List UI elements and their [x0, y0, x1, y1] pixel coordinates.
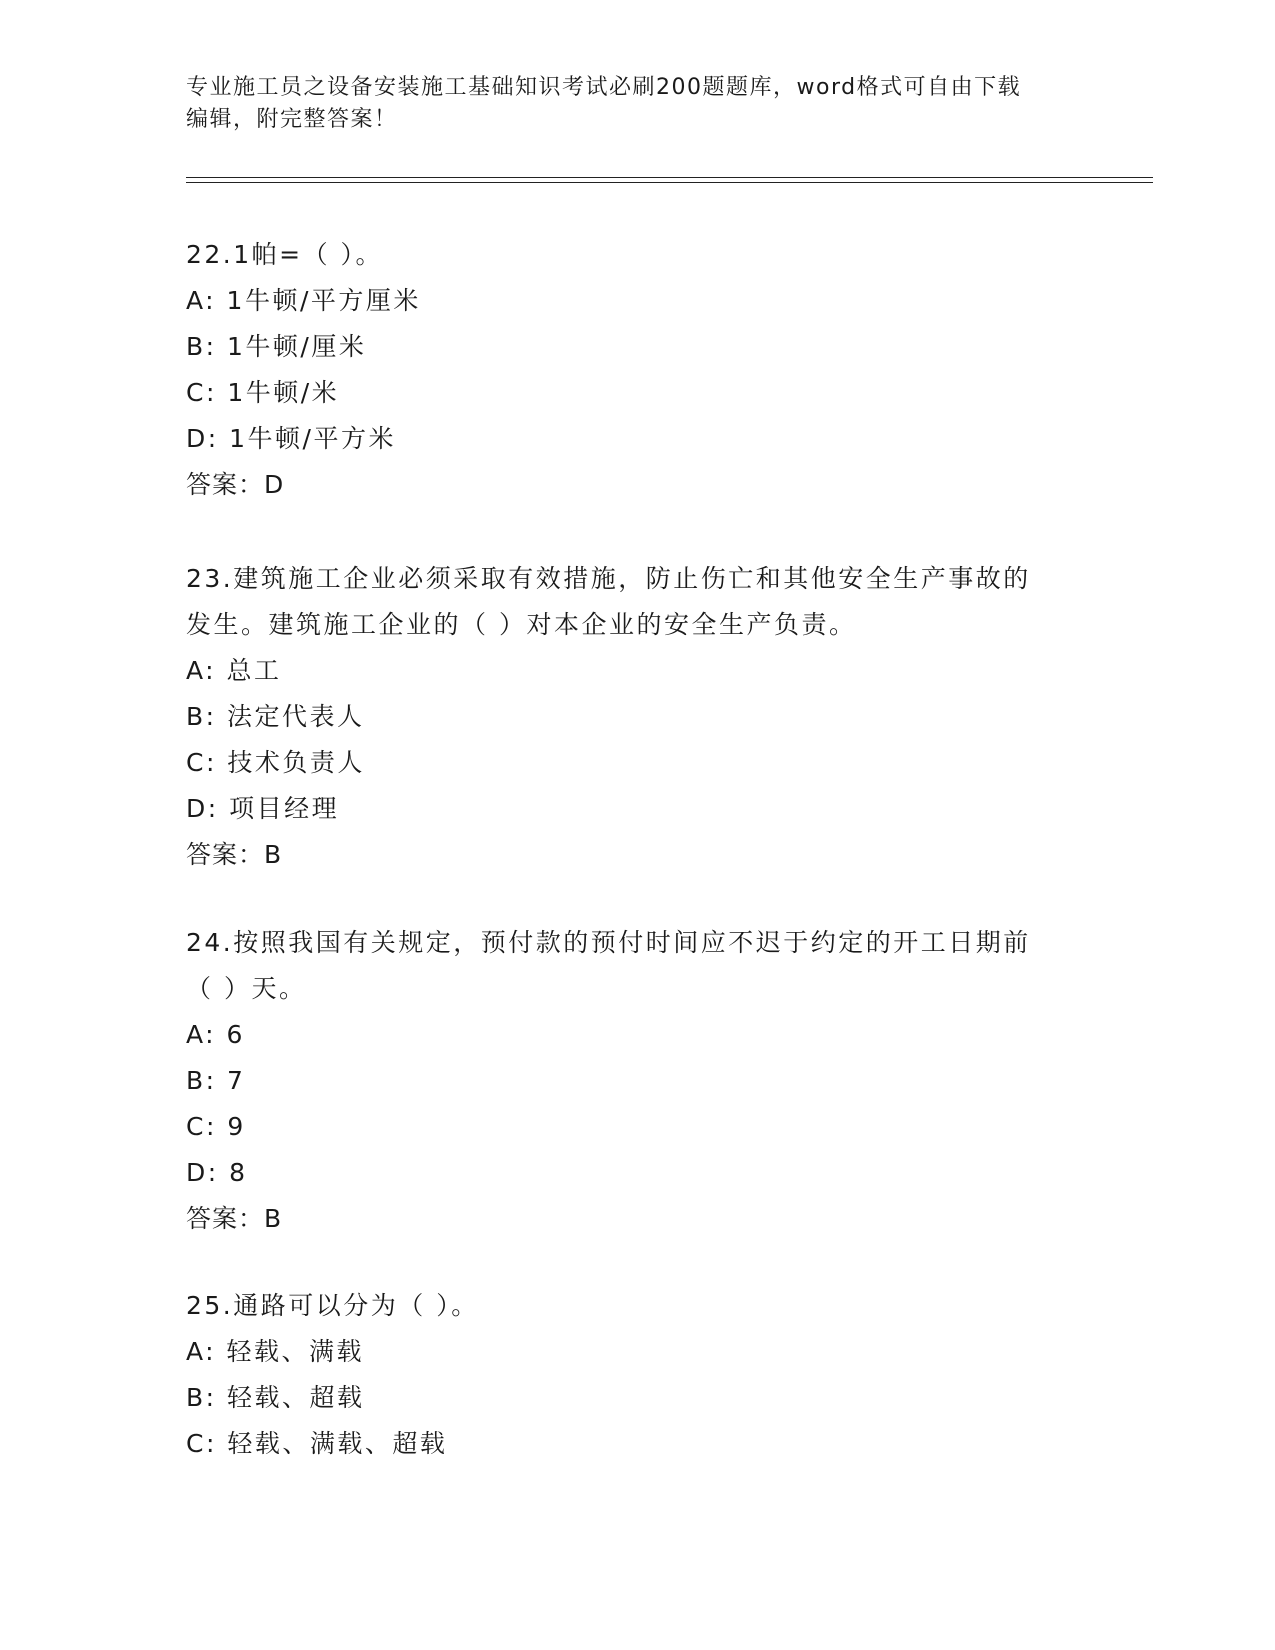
question-stem-line-1: 23.建筑施工企业必须采取有效措施，防止伤亡和其他安全生产事故的: [186, 564, 1031, 593]
option-d: D: 1牛顿/平方米: [186, 424, 396, 453]
option-b: B: 7: [186, 1066, 246, 1095]
answer: 答案：B: [186, 840, 283, 869]
question-stem-line-2: （ ）天。: [186, 974, 307, 1003]
option-d: D: 8: [186, 1158, 248, 1187]
document-header: [186, 72, 1066, 136]
question-stem: 25.通路可以分为（ ）。: [186, 1291, 479, 1320]
question-stem-line-1: 24.按照我国有关规定，预付款的预付时间应不迟于约定的开工日期前: [186, 928, 1031, 957]
option-c: C: 1牛顿/米: [186, 378, 340, 407]
option-a: A: 6: [186, 1020, 245, 1049]
header-divider-bottom: [186, 182, 1153, 183]
question-23: [186, 556, 1086, 878]
option-b: B: 轻载、超载: [186, 1383, 365, 1412]
header-line-1: 专业施工员之设备安装施工基础知识考试必刷200题题库，word格式可自由下载: [186, 75, 1022, 100]
question-24: [186, 920, 1086, 1242]
option-c: C: 9: [186, 1112, 246, 1141]
option-a: A: 轻载、满载: [186, 1337, 365, 1366]
option-c: C: 轻载、满载、超载: [186, 1429, 448, 1458]
question-22: [186, 232, 1086, 508]
header-divider-top: [186, 177, 1153, 178]
header-line-2: 编辑，附完整答案！: [186, 107, 398, 132]
question-25: [186, 1283, 1086, 1467]
question-stem-line-2: 发生。建筑施工企业的（ ）对本企业的安全生产负责。: [186, 610, 857, 639]
option-c: C: 技术负责人: [186, 748, 365, 777]
option-a: A: 1牛顿/平方厘米: [186, 286, 421, 315]
option-d: D: 项目经理: [186, 794, 340, 823]
question-stem: 22.1帕=（ ）。: [186, 240, 384, 269]
option-a: A: 总工: [186, 656, 282, 685]
option-b: B: 法定代表人: [186, 702, 365, 731]
answer: 答案：B: [186, 1204, 283, 1233]
option-b: B: 1牛顿/厘米: [186, 332, 367, 361]
answer: 答案：D: [186, 470, 285, 499]
